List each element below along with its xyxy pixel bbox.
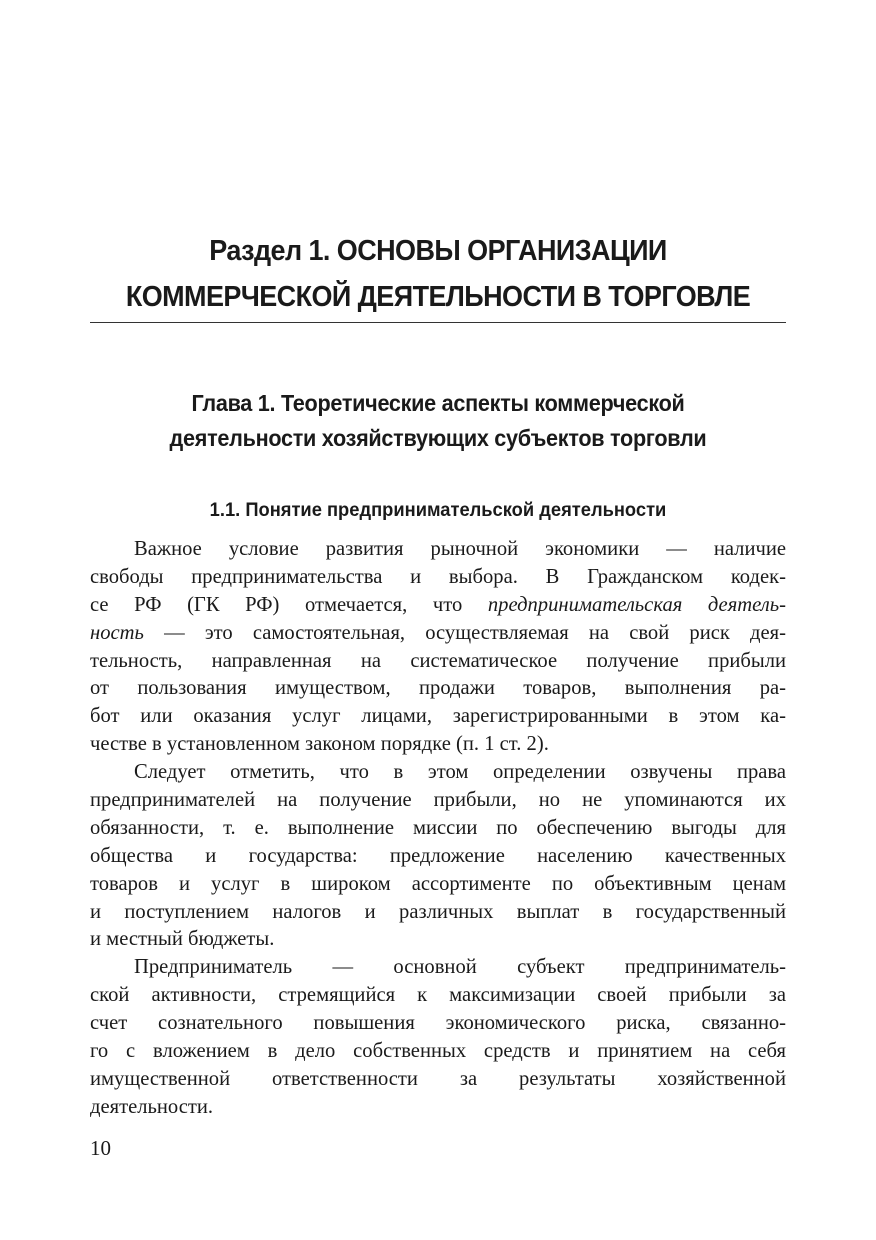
defined-term-part-2: ность [90,621,144,644]
paragraph-3-line: ской активности, стремящийся к максимизации своей прибыли за [90,984,786,1007]
paragraph-3-line: имущественной ответственности за результаты хозяйственной [90,1067,786,1090]
section-title-line-2: КОММЕРЧЕСКОЙ ДЕЯТЕЛЬНОСТИ В ТОРГОВЛЕ [125,281,751,313]
paragraph-3-line: деятельности. [90,1095,214,1118]
paragraph-2-line: товаров и услуг в широком ассортименте по объективным ценам [90,872,786,895]
paragraph-1-line [90,620,786,648]
paragraph-2-line: и местный бюджеты. [90,928,275,951]
chapter-title-line-2: деятельности хозяйствующих субъектов торговли [169,425,707,451]
section-title-line-1: Раздел 1. ОСНОВЫ ОРГАНИЗАЦИИ [209,235,667,267]
body-text [90,536,786,1122]
paragraph-1-line: тельность, направленная на систематическое получение прибыли [90,649,786,672]
paragraph-2-line: Следует отметить, что в этом определении озвучены права [134,761,786,784]
paragraph-3-line: счет сознательного повышения экономического риска, связанно- [90,1012,786,1035]
paragraph-2-line: и поступлением налогов и различных выплат в государственный [90,900,786,923]
paragraph-1-line: честве в установленном законом порядке (п. 1 ст. 2). [90,733,549,756]
paragraph-3-line: Предприниматель — основной субъект предприниматель- [134,956,786,979]
paragraph-1-line: Важное условие развития рыночной экономики — наличие [134,538,786,560]
subsection-title: 1.1. Понятие предпринимательской деятельности [209,499,667,521]
paragraph-1-line: свободы предпринимательства и выбора. В Гражданском кодек- [90,565,786,588]
chapter-title-line-1: Глава 1. Теоретические аспекты коммерческой [191,390,685,416]
chapter-title [111,386,765,456]
paragraph-2-line: общества и государства: предложение населению качественных [90,844,786,867]
paragraph-1-text: се РФ (ГК РФ) отмечается, что [90,593,488,616]
section-title [114,228,761,320]
paragraph-1-line: от пользования имуществом, продажи товаров, выполнения ра- [90,677,786,700]
page-number: 10 [90,1136,111,1160]
paragraph-1-text: — это самостоятельная, осуществляемая на свой риск дея- [143,621,786,644]
paragraph-3-line: го с вложением в дело собственных средств и принятием на себя [90,1040,786,1063]
paragraph-1-line [90,592,786,620]
section-divider [90,322,786,323]
defined-term-part-1: предпринимательская деятель- [487,593,786,616]
paragraph-1-line: бот или оказания услуг лицами, зарегистрированными в этом ка- [90,705,786,728]
paragraph-2-line: обязанности, т. е. выполнение миссии по обеспечению выгоды для [90,816,786,839]
paragraph-2-line: предпринимателей на получение прибыли, но не упоминаются их [90,789,786,812]
